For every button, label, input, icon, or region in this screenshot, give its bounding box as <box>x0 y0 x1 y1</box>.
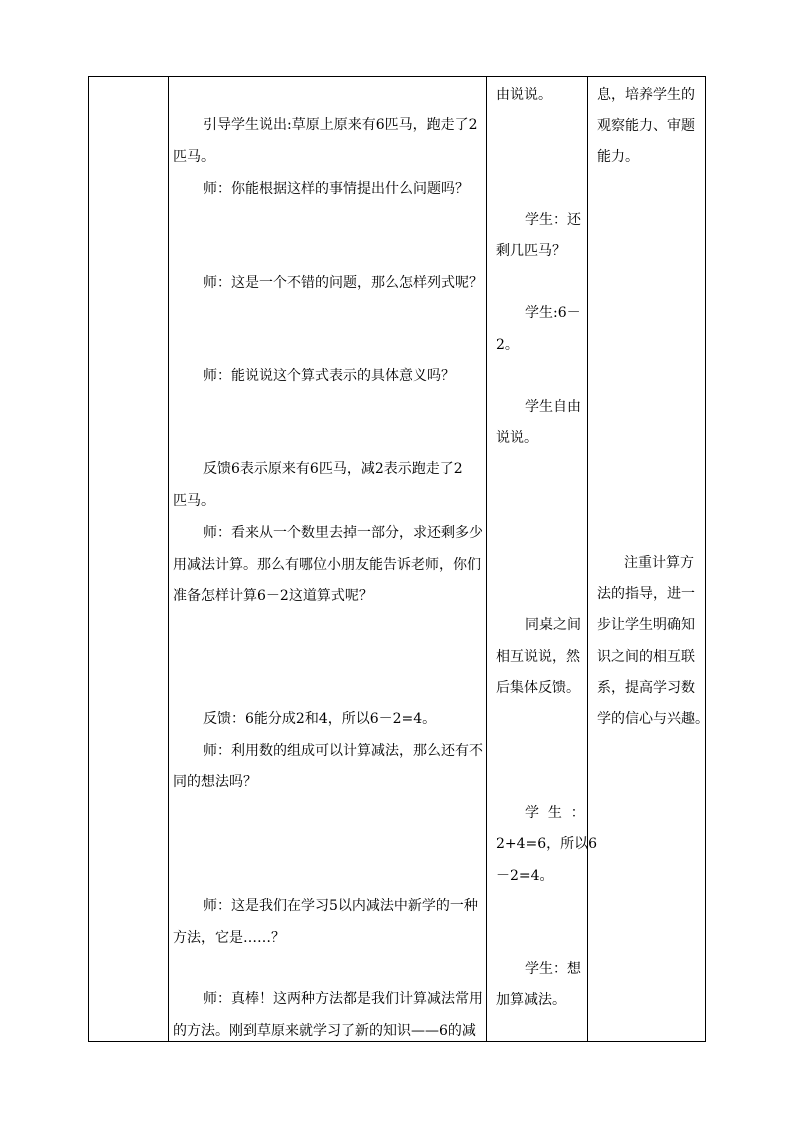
student-text-line: 2+4=6，所以6 <box>496 836 598 852</box>
teacher-text-line: 师：利用数的组成可以计算减法，那么还有不 <box>203 743 483 759</box>
teacher-text-line: 引导学生说出:草原上原来有6匹马，跑走了2 <box>203 117 478 133</box>
lesson-table <box>88 76 709 1042</box>
student-text-line: 加算减法。 <box>496 992 566 1008</box>
intent-text-line: 能力。 <box>597 149 639 165</box>
column-divider <box>587 77 588 1041</box>
student-text-line: 相互说说，然 <box>496 649 580 665</box>
column-divider <box>168 77 169 1041</box>
student-text-line: 学生自由 <box>525 399 581 415</box>
teacher-text-line: 反馈：6能分成2和4，所以6－2=4。 <box>203 711 437 727</box>
teacher-text-line: 的方法。刚到草原来就学习了新的知识——6的减 <box>173 1023 476 1039</box>
intent-text-line: 息，培养学生的 <box>597 87 695 103</box>
teacher-text-line: 师：能说说这个算式表示的具体意义吗？ <box>203 368 455 384</box>
teacher-text-line: 师：你能根据这样的事情提出什么问题吗？ <box>203 181 469 197</box>
teacher-text-line: 师：这是一个不错的问题，那么怎样列式呢？ <box>203 275 483 291</box>
student-text-line: 由说说。 <box>496 87 552 103</box>
teacher-text-line: 方法，它是……？ <box>173 930 285 946</box>
student-text-line: 后集体反馈。 <box>496 680 580 696</box>
teacher-text-line: 反馈6表示原来有6匹马，减2表示跑走了2 <box>203 461 463 477</box>
student-text-line: 学 生 ： <box>525 805 585 821</box>
teacher-text-line: 匹马。 <box>173 149 215 165</box>
intent-text-line: 法的指导，进一 <box>597 586 695 602</box>
teacher-text-line: 师：这是我们在学习5以内减法中新学的一种 <box>203 898 478 914</box>
student-text-line: 说说。 <box>496 430 538 446</box>
teacher-text-line: 用减法计算。那么有哪位小朋友能告诉老师，你们 <box>173 557 481 573</box>
student-text-line: 同桌之间 <box>525 617 581 633</box>
intent-text-line: 识之间的相互联 <box>597 649 695 665</box>
student-text-line: 学生:6－ <box>525 305 581 321</box>
student-text-line: 2。 <box>496 337 519 353</box>
teacher-text-line: 师：看来从一个数里去掉一部分，求还剩多少 <box>203 525 483 541</box>
intent-text-line: 学的信心与兴趣。 <box>597 711 709 727</box>
teacher-text-line: 同的想法吗？ <box>173 774 257 790</box>
student-text-line: －2=4。 <box>496 868 554 884</box>
intent-text-line: 步让学生明确知 <box>597 617 695 633</box>
teacher-text-line: 准备怎样计算6－2这道算式呢？ <box>173 588 373 604</box>
teacher-text-line: 师：真棒！这两种方法都是我们计算减法常用 <box>203 991 483 1007</box>
intent-text-line: 系，提高学习数 <box>597 680 695 696</box>
student-text-line: 剩几匹马？ <box>496 243 566 259</box>
student-text-line: 学生：想 <box>525 961 581 977</box>
teacher-text-line: 匹马。 <box>173 493 215 509</box>
column-divider <box>486 77 487 1041</box>
intent-text-line: 观察能力、审题 <box>597 118 695 134</box>
intent-text-line: 注重计算方 <box>624 555 694 571</box>
student-text-line: 学生：还 <box>525 212 581 228</box>
